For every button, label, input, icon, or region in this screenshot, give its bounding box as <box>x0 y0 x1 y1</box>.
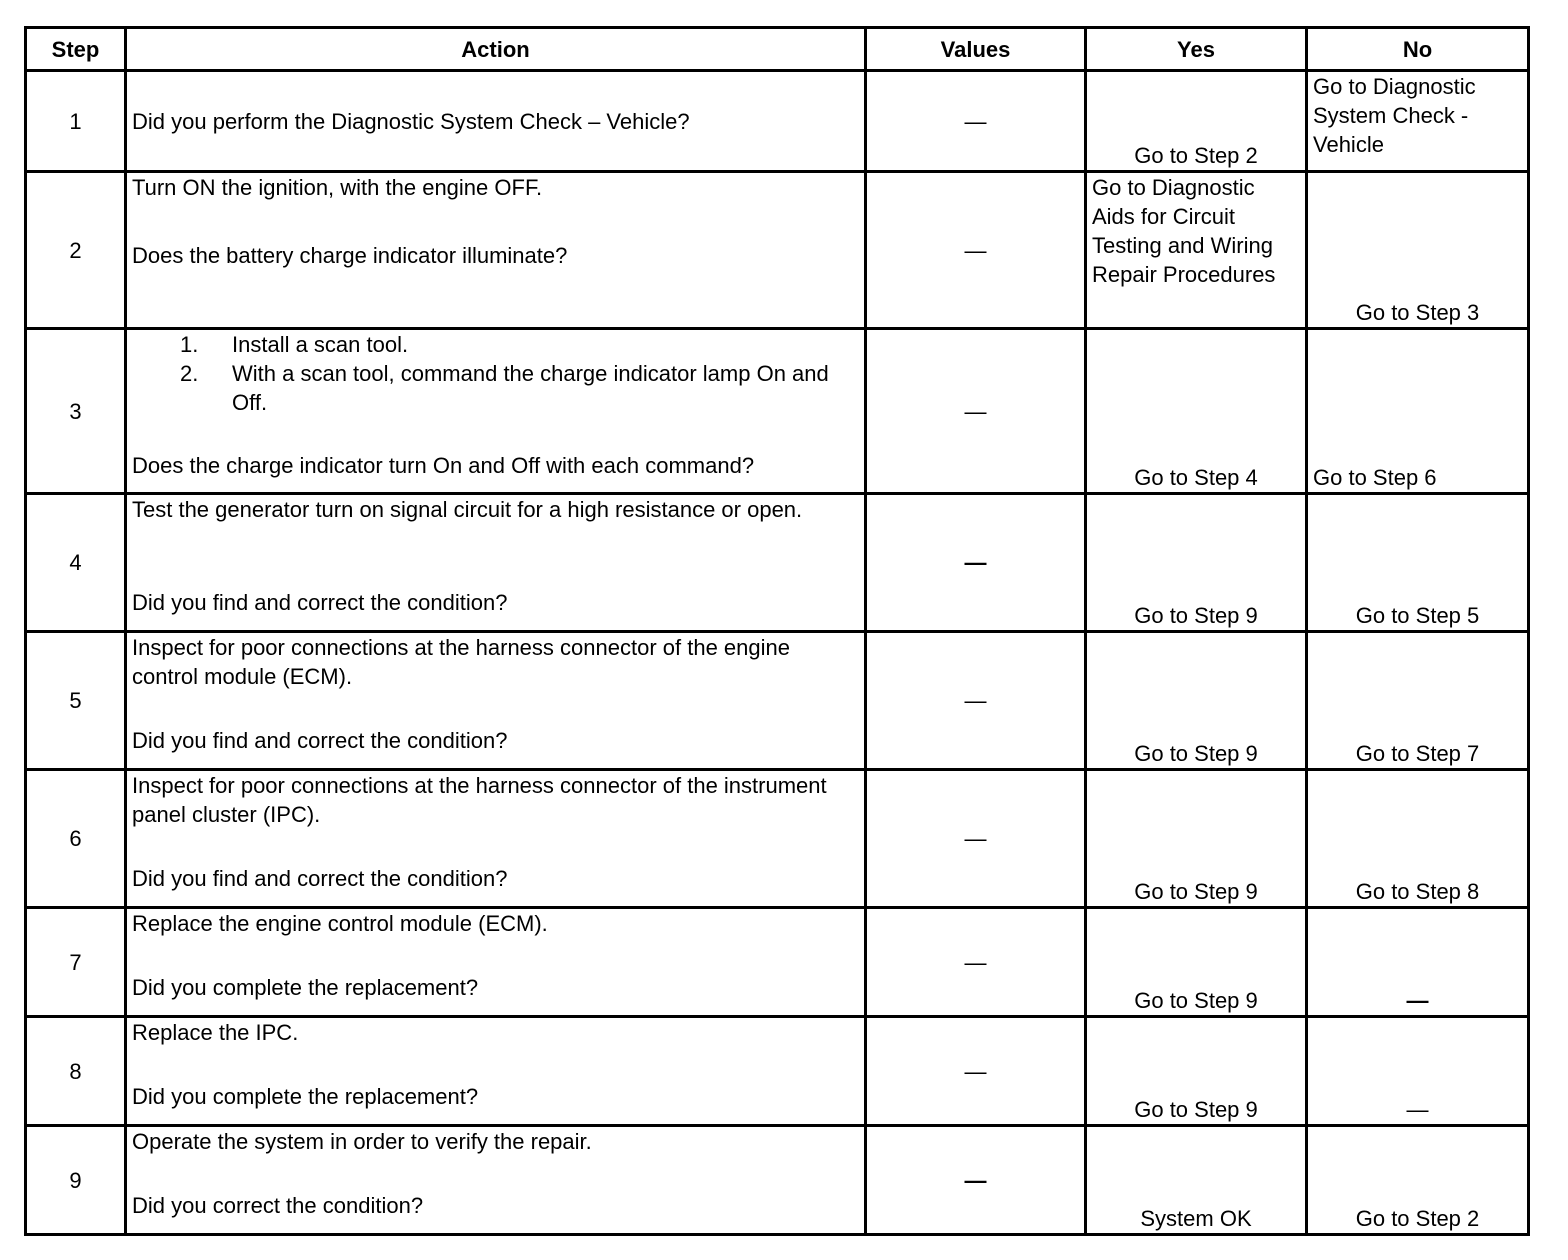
step-number: 5 <box>26 632 126 770</box>
list-number: 1. <box>180 332 199 357</box>
action-text: Operate the system in order to verify the repair. <box>132 1129 592 1154</box>
no-cell: Go to Step 6 <box>1307 329 1529 494</box>
action-text: Replace the engine control module (ECM). <box>132 911 548 936</box>
header-no: No <box>1307 28 1529 71</box>
list-item <box>180 359 859 417</box>
values-cell: — <box>866 71 1086 172</box>
action-text: Replace the IPC. <box>132 1020 299 1045</box>
table-row <box>26 172 1529 329</box>
action-text: Turn ON the ignition, with the engine OFF. <box>132 175 543 200</box>
action-text: Test the generator turn on signal circuit for a high resistance or open. <box>132 497 803 522</box>
action-cell <box>126 329 866 494</box>
action-steps-list <box>132 330 859 417</box>
no-cell: Go to Step 3 <box>1307 172 1529 329</box>
table-row <box>26 908 1529 1017</box>
action-cell <box>126 1126 866 1235</box>
step-number: 7 <box>26 908 126 1017</box>
step-number: 2 <box>26 172 126 329</box>
step-number: 8 <box>26 1017 126 1126</box>
action-question: Does the battery charge indicator illuminate? <box>132 243 568 268</box>
action-text: Inspect for poor connections at the harness connector of the engine control module (ECM). <box>132 635 790 689</box>
header-yes: Yes <box>1086 28 1307 71</box>
table-row <box>26 71 1529 172</box>
table-row <box>26 329 1529 494</box>
yes-cell: Go to Step 9 <box>1086 1017 1307 1126</box>
table-row <box>26 632 1529 770</box>
action-cell <box>126 908 866 1017</box>
yes-cell: Go to Step 9 <box>1086 632 1307 770</box>
no-cell: — <box>1307 1017 1529 1126</box>
header-values: Values <box>866 28 1086 71</box>
action-question: Does the charge indicator turn On and Off with each command? <box>132 453 755 478</box>
table-row <box>26 494 1529 632</box>
list-text: With a scan tool, command the charge indicator lamp On and Off. <box>232 361 829 415</box>
values-cell: — <box>866 1126 1086 1235</box>
step-number: 9 <box>26 1126 126 1235</box>
values-cell: — <box>866 632 1086 770</box>
table-row <box>26 770 1529 908</box>
diagnostic-table <box>24 26 1530 1236</box>
action-question: Did you correct the condition? <box>132 1193 424 1218</box>
action-cell <box>126 172 866 329</box>
action-cell <box>126 71 866 172</box>
step-number: 3 <box>26 329 126 494</box>
action-text: Did you perform the Diagnostic System Check – Vehicle? <box>132 108 690 134</box>
yes-cell: Go to Diagnostic Aids for Circuit Testing and Wiring Repair Procedures <box>1086 172 1307 329</box>
step-number: 4 <box>26 494 126 632</box>
yes-cell: Go to Step 9 <box>1086 908 1307 1017</box>
no-cell: Go to Step 5 <box>1307 494 1529 632</box>
values-cell: — <box>866 1017 1086 1126</box>
action-question: Did you find and correct the condition? <box>132 866 508 891</box>
step-number: 1 <box>26 71 126 172</box>
action-question: Did you find and correct the condition? <box>132 590 508 615</box>
table-header-row <box>26 28 1529 71</box>
values-cell: — <box>866 770 1086 908</box>
action-cell <box>126 494 866 632</box>
no-cell: — <box>1307 908 1529 1017</box>
no-cell: Go to Step 7 <box>1307 632 1529 770</box>
yes-cell: Go to Step 9 <box>1086 494 1307 632</box>
values-cell: — <box>866 494 1086 632</box>
list-number: 2. <box>180 361 199 386</box>
list-text: Install a scan tool. <box>232 332 409 357</box>
action-cell <box>126 632 866 770</box>
table-row <box>26 1126 1529 1235</box>
values-cell: — <box>866 329 1086 494</box>
action-text: Inspect for poor connections at the harness connector of the instrument panel cluster (IPC). <box>132 773 827 827</box>
no-cell: Go to Step 8 <box>1307 770 1529 908</box>
action-question: Did you complete the replacement? <box>132 1084 479 1109</box>
yes-cell: Go to Step 9 <box>1086 770 1307 908</box>
step-number: 6 <box>26 770 126 908</box>
no-cell: Go to Diagnostic System Check - Vehicle <box>1307 71 1529 172</box>
list-item <box>180 330 859 359</box>
action-cell <box>126 1017 866 1126</box>
action-question: Did you find and correct the condition? <box>132 728 508 753</box>
values-cell: — <box>866 908 1086 1017</box>
action-cell <box>126 770 866 908</box>
action-question: Did you complete the replacement? <box>132 975 479 1000</box>
yes-cell: Go to Step 4 <box>1086 329 1307 494</box>
values-cell: — <box>866 172 1086 329</box>
header-step: Step <box>26 28 126 71</box>
table-row <box>26 1017 1529 1126</box>
yes-cell: Go to Step 2 <box>1086 71 1307 172</box>
yes-cell: System OK <box>1086 1126 1307 1235</box>
no-cell: Go to Step 2 <box>1307 1126 1529 1235</box>
header-action: Action <box>126 28 866 71</box>
